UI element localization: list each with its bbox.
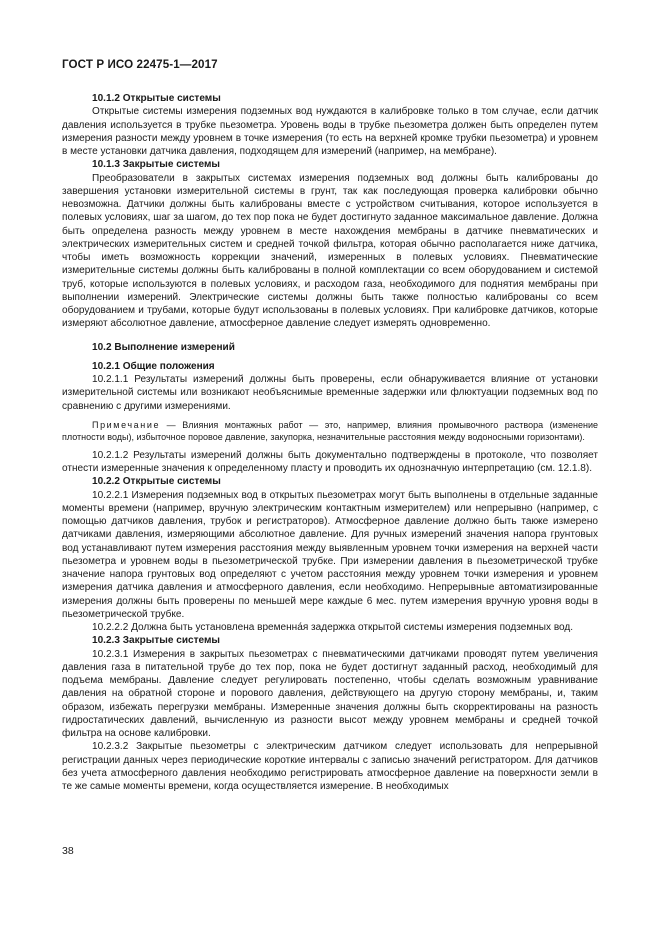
section-heading-10-2-3: 10.2.3 Закрытые системы	[92, 635, 220, 647]
paragraph: 10.2.3.2 Закрытые пьезометры с электрическим датчиком следует использовать для непрерывной регистрации данных через периодические короткие интервалы с записью значений регистратором. Для датчиков без учета атмосферного давления необходимо регистрировать атмосферное давление на поверхности земли в те же самые моменты времени, когда осуществляется измерение. В необходимых	[62, 741, 598, 792]
section-heading-10-2-1: 10.2.1 Общие положения	[92, 360, 215, 372]
paragraph: 10.2.2.1 Измерения подземных вод в открытых пьезометрах могут быть выполнены в отдельные заданные моменты времени (например, вручную электрическим контактным измерителем) или непрерывно (например, с помощью датчиков давления, трубок и регистраторов). Атмосферное давление должно быть также измерено датчиками давления, измеряющими абсолютное давление. Для ручных измерений значения напора грунтовых вод устанавливают путем измерения расстояния между выявленным уровнем точки измерения на верхней части пьезометра и уровнем воды в пьезометрической трубке. При измерении давления в пьезометрической трубке значение напора грунтовых вод определяют с учетом расстояния между уровнем точки измерения и уровнем измерения датчика давления и атмосферного давления, если необходимо. Непрерывные автоматизированные измерения должны быть проверены по меньшей мере каждые 6 мес. путем измерения вручную уровня воды в пьезометрической трубке.	[62, 489, 598, 620]
section-heading-10-1-3: 10.1.3 Закрытые системы	[92, 159, 220, 171]
paragraph: Открытые системы измерения подземных вод нуждаются в калибровке только в том случае, если датчик давления используется в трубке пьезометра. Уровень воды в трубке пьезометра должен быть определен путем измерения разности между уровнем в точке измерения (то есть на верхней кромке трубки пьезометра) и уровнем в месте установки датчика давления, подходящем для измерений (например, на мембране).	[62, 106, 598, 157]
document-code-header: ГОСТ Р ИСО 22475-1—2017	[62, 58, 218, 71]
page-number: 38	[62, 845, 74, 857]
document-body	[62, 92, 598, 793]
paragraph: 10.2.2.2 Должна быть установлена временна́я задержка открытой системы измерения подземных вод.	[92, 622, 574, 633]
section-heading-10-1-2: 10.1.2 Открытые системы	[92, 93, 221, 104]
note-label: Примечание	[92, 419, 161, 430]
section-heading-10-2: 10.2 Выполнение измерений	[92, 341, 235, 353]
paragraph: Преобразователи в закрытых системах измерения подземных вод должны быть калиброваны до завершения установки измерительной системы в грунт, так как последующая проверка калибровки обычно невозможна. Датчики должны быть калиброваны вместе с устройством считывания, которое используется в полевых условиях, шаг за шагом, до тех пор пока не будет достигнуто заданное максимальное давление. Должна быть определена разность между уровнем в месте нахождения мембраны в датчике пневматических и электрических измерительных систем и средней точкой фильтра, которая обычно располагается ниже датчика, чтобы иметь возможность коррекции значений, измеренных в полевых условиях. Пневматические измерительные системы должны быть калиброваны в полной комплектации со всем оборудованием и системой труб, которые используются в полевых условиях, и расходом газа, необходимого для поднятия мембраны при выполнении измерений. Электрические системы должны быть также полностью калиброваны со всем оборудованием и трубами, которые будут использованы в полевых условиях. При калибровке датчиков, которые измеряют абсолютное давление, атмосферное давление следует измерять одновременно.	[62, 172, 598, 330]
paragraph: 10.2.1.1 Результаты измерений должны быть проверены, если обнаруживается влияние от установки измерительной системы или возникают необъяснимые временные задержки или флюктуации подземных вод по сравнению с другими измерениями.	[62, 374, 598, 412]
paragraph: 10.2.1.2 Результаты измерений должны быть документально подтверждены в протоколе, что позволяет отнести измеренные значения к определенному пласту и проводить их однозначную интерпретацию (см. 12.1.8).	[62, 449, 598, 474]
note-text: — Влияния монтажных работ — это, например, влияния промывочного раствора (изменение плотности воды), избыточное поровое давление, закупорка, незначительные расстояния между водоносными горизонтами).	[62, 419, 598, 442]
section-heading-10-2-2: 10.2.2 Открытые системы	[92, 476, 221, 488]
note	[62, 419, 598, 443]
paragraph: 10.2.3.1 Измерения в закрытых пьезометрах с пневматическими датчиками проводят путем увеличения давления газа в питательной трубе до тех пор, пока не будет достигнут заданный расход, необходимый для подъема мембраны. Давление следует регулировать постепенно, чтобы сделать возможным уравнивание давления на обратной стороне и порового давления, действующего на другую сторону мембраны, и, таким образом, избежать перегрузки мембраны. Измеренные значения должны быть скорректированы на разность гидростатических давлений, вычисленную из разности высот между уровнем мембраны и средней точкой фильтра на основе калибровки.	[62, 648, 598, 739]
